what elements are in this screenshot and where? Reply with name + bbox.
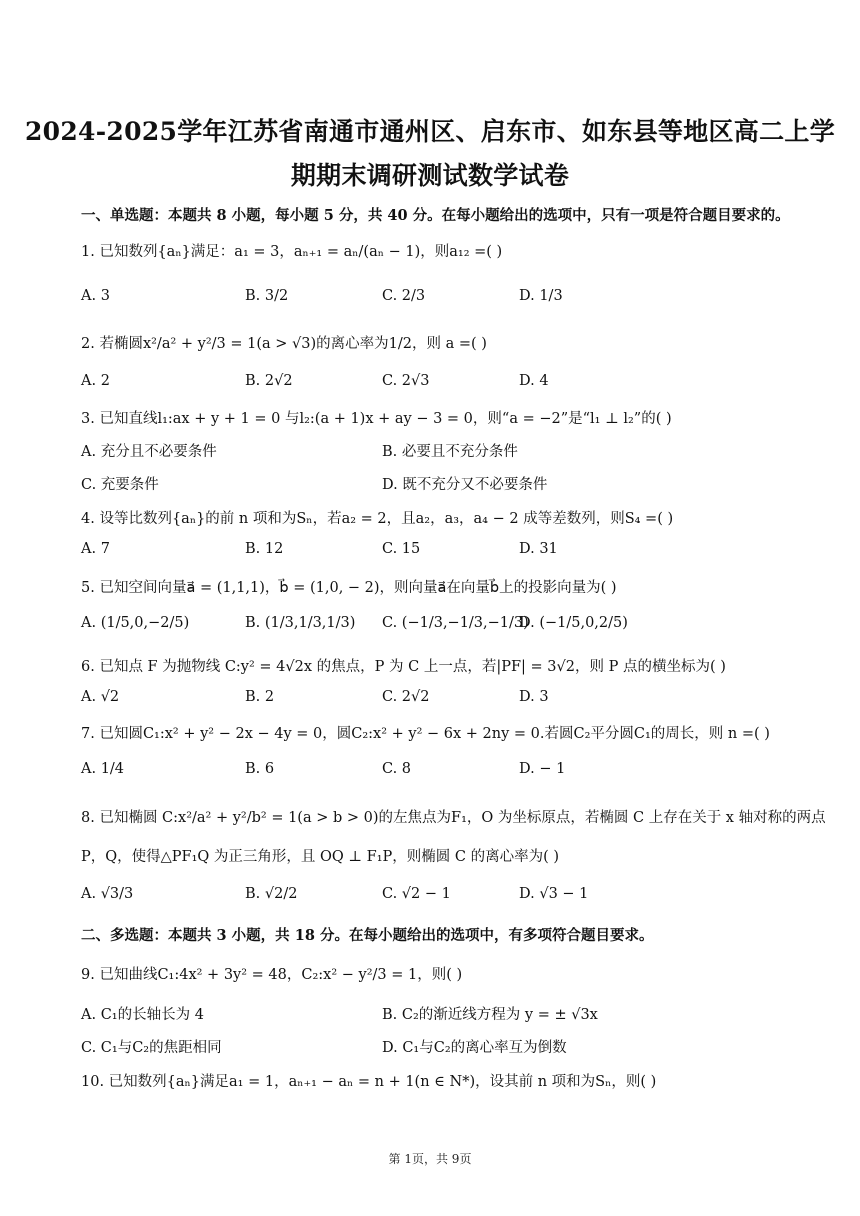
question-6-option-d: D. 3 [519, 689, 549, 705]
question-7-option-c: C. 8 [382, 761, 412, 777]
section-heading-single-choice: 一、单选题：本题共 8 小题，每小题 5 分，共 40 分。在每小题给出的选项中，只有一项是符合题目要求的。 [81, 207, 790, 224]
question-3-option-b: B. 必要且不充分条件 [382, 444, 518, 460]
question-8-option-a: A. √3/3 [81, 886, 134, 902]
question-3-option-a: A. 充分且不必要条件 [81, 444, 217, 460]
question-9-option-b: B. C₂的渐近线方程为 y = ± √3x [382, 1007, 598, 1023]
question-1-option-a: A. 3 [81, 288, 110, 304]
question-7-option-b: B. 6 [245, 761, 275, 777]
question-1-option-d: D. 1/3 [519, 288, 563, 304]
question-6-option-b: B. 2 [245, 689, 275, 705]
question-5-stem: 5. 已知空间向量a⃗ = (1,1,1)，b⃗ = (1,0, − 2)，则向量a⃗在向量b⃗上的投影向量为( ) [81, 580, 617, 596]
question-3-option-d: D. 既不充分又不必要条件 [382, 477, 548, 493]
question-8-stem: 8. 已知椭圆 C:x²/a² + y²/b² = 1(a > b > 0)的左焦点为F₁，O 为坐标原点，若椭圆 C 上存在关于 x 轴对称的两点 [81, 810, 826, 826]
question-4-option-b: B. 12 [245, 541, 284, 557]
question-5-option-b: B. (1/3,1/3,1/3) [245, 615, 356, 631]
question-2-option-a: A. 2 [81, 373, 110, 389]
question-6-option-c: C. 2√2 [382, 689, 430, 705]
question-10-stem: 10. 已知数列{aₙ}满足a₁ = 1，aₙ₊₁ − aₙ = n + 1(n ∈ N*)，设其前 n 项和为Sₙ，则( ) [81, 1074, 657, 1090]
question-5-option-a: A. (1/5,0,−2/5) [81, 615, 190, 631]
question-4-option-d: D. 31 [519, 541, 558, 557]
question-3-stem: 3. 已知直线l₁:ax + y + 1 = 0 与l₂:(a + 1)x + ay − 3 = 0，则“a = −2”是“l₁ ⊥ l₂”的( ) [81, 411, 672, 427]
question-2-option-c: C. 2√3 [382, 373, 430, 389]
section-heading-multiple-choice: 二、多选题：本题共 3 小题，共 18 分。在每小题给出的选项中，有多项符合题目要求。 [81, 927, 654, 944]
question-8-stem-continued: P，Q，使得△PF₁Q 为正三角形，且 OQ ⊥ F₁P，则椭圆 C 的离心率为( ) [81, 849, 560, 865]
question-5-option-d: D. (−1/5,0,2/5) [519, 615, 628, 631]
question-2-stem: 2. 若椭圆x²/a² + y²/3 = 1(a > √3)的离心率为1/2，则 a =( ) [81, 336, 487, 352]
question-7-option-d: D. − 1 [519, 761, 566, 777]
page-footer: 第 1页，共 9页 [388, 1152, 472, 1166]
question-9-stem: 9. 已知曲线C₁:4x² + 3y² = 48，C₂:x² − y²/3 = 1，则( ) [81, 967, 463, 983]
question-6-stem: 6. 已知点 F 为抛物线 C:y² = 4√2x 的焦点，P 为 C 上一点，若|PF| = 3√2，则 P 点的横坐标为( ) [81, 659, 726, 675]
question-2-option-b: B. 2√2 [245, 373, 293, 389]
question-1-option-c: C. 2/3 [382, 288, 426, 304]
question-9-option-a: A. C₁的长轴长为 4 [81, 1007, 204, 1023]
page-title-line1: 2024-2025学年江苏省南通市通州区、启东市、如东县等地区高二上学 [24, 117, 836, 146]
page-title-line2: 期期末调研测试数学试卷 [290, 161, 570, 190]
question-9-option-d: D. C₁与C₂的离心率互为倒数 [382, 1040, 567, 1056]
question-6-option-a: A. √2 [81, 689, 120, 705]
question-8-option-d: D. √3 − 1 [519, 886, 589, 902]
question-1-stem: 1. 已知数列{aₙ}满足：a₁ = 3，aₙ₊₁ = aₙ/(aₙ − 1)，则a₁₂ =( ) [81, 244, 503, 260]
question-3-option-c: C. 充要条件 [81, 477, 159, 493]
question-7-option-a: A. 1/4 [81, 761, 125, 777]
question-1-option-b: B. 3/2 [245, 288, 289, 304]
question-4-option-c: C. 15 [382, 541, 421, 557]
question-4-option-a: A. 7 [81, 541, 110, 557]
question-9-option-c: C. C₁与C₂的焦距相同 [81, 1040, 222, 1056]
question-8-option-c: C. √2 − 1 [382, 886, 451, 902]
question-4-stem: 4. 设等比数列{aₙ}的前 n 项和为Sₙ，若a₂ = 2，且a₂，a₃，a₄ − 2 成等差数列，则S₄ =( ) [81, 511, 674, 527]
question-5-option-c: C. (−1/3,−1/3,−1/3) [382, 615, 529, 631]
question-8-option-b: B. √2/2 [245, 886, 298, 902]
question-2-option-d: D. 4 [519, 373, 549, 389]
question-7-stem: 7. 已知圆C₁:x² + y² − 2x − 4y = 0，圆C₂:x² + y² − 6x + 2ny = 0.若圆C₂平分圆C₁的周长，则 n =( ) [81, 726, 770, 742]
